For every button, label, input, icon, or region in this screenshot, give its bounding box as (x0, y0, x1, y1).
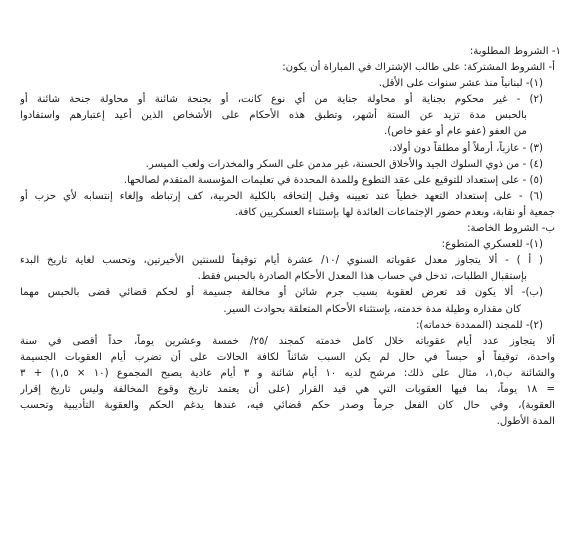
conscript-paragraph-line-6: المدة الأطول. (496, 416, 555, 428)
conscript-heading: (٢)- للمجند (الممددة خدماته): (415, 319, 543, 331)
volunteer-condition-b-line-2: كان مقداره وطيلة مدة خدمته، بإستثناء الأحكام المتعلقة بحوادث السير. (223, 303, 521, 315)
condition-2-line-1: (٢) - غير محكوم بجناية أو محاولة جناية من أي نوع كانت، أو بجنحة شائنة أو محاولة جنحة شائنة أو (20, 94, 543, 106)
subsection-special-conditions: ب- الشروط الخاصة: (467, 223, 555, 235)
conscript-paragraph-line-1: ألا يتجاوز عدد أيام عقوباته خلال كامل خدمته كمجند /٢٥/ خمسة وعشرين يوماً، حداً أقصى في سنة (20, 335, 555, 347)
condition-3: (٣) - عازباً، أرملاً أو مطلقاً دون أولاد. (389, 142, 543, 154)
condition-4: (٤) - من ذوي السلوك الجيد والأخلاق الحسنة، غير مدمن على السكر والمخدرات ولعب الميسر. (145, 158, 543, 170)
condition-1: (١)- لبنانياً منذ عشر سنوات على الأقل. (378, 78, 543, 90)
volunteer-condition-b-line-1: (ب)- ألا يكون قد تعرض لعقوبة بسبب جرم شائن أو مخالفة جسيمة أو لحكم قضائي قضى بالحبس مهما (20, 287, 543, 299)
conscript-paragraph-line-3: والشائنة ب١,٥، مثال على ذلك: مرشح لديه ١٠ أيام شائنة و ٣ أيام عادية يصبح المجموع (١٠ × ١,٥) + ٣ (20, 367, 555, 379)
volunteer-condition-a-line-1: ( أ ) - ألا يتجاوز معدل عقوباته السنوي /١٠/ عشرة أيام توقيفاً للسنتين الأخيرتين، وتحسب لغاية تاريخ البدء (20, 255, 543, 267)
conscript-paragraph-line-5: العقوبة)، وفي حال كان الفعل جرماً وصدر حكم قضائي فيه، عندها يدغم الحكم والعقوبة التأديبية وتحسب (20, 400, 555, 412)
volunteer-heading: (١)- للعسكري المتطوع: (441, 239, 543, 251)
volunteer-condition-a-line-2: بإستقبال الطلبات، تدخل في حساب هذا المعدل الأحكام الصادرة بالحبس فقط. (197, 271, 527, 283)
condition-5: (٥) - على إستعداد للتوقيع على عقد التطوع وللمدة المحددة في تعليمات المؤسسة المتقدم لصالحها. (123, 174, 543, 186)
condition-2-line-2: بالحبس مدة تزيد عن الستة أشهر، وتطبق هذه الأحكام على الأشخاص الذين أعيد إعتبارهم واستفادوا (20, 110, 527, 122)
conscript-paragraph-line-2: واحدة، توقيفاً أو حبساً في حال لم يكن السبب شائناً لكافة الحالات على أن تضرب أيام العقوبات الجسيمة (20, 351, 555, 363)
section-heading: ١- الشروط المطلوبة: (469, 46, 561, 57)
subsection-common-conditions: أ- الشروط المشتركة: على طالب الإشتراك في المباراة أن يكون: (282, 62, 555, 74)
condition-2-line-3: من العفو (عفو عام أو عفو خاص). (383, 126, 527, 138)
condition-6-line-1: (٦) - على إستعداد التعهد خطياً عند تعيينه وقبل إلتحاقه بالكلية الحربية، كف إرتباطه وإلغاء إنتسابه لأي حزب أو (20, 190, 543, 202)
conscript-paragraph-line-4: = ١٨ يوماً، بما فيها العقوبات التي هي قيد القرار (على أن يعتمد تاريخ وقوع المخالفة وليس تاريخ إقرار (20, 383, 555, 395)
condition-6-line-2: جمعية أو نقابة، وبعدم حضور الإجتماعات العائدة لها بإستثناء العسكريين كافة. (234, 206, 555, 218)
